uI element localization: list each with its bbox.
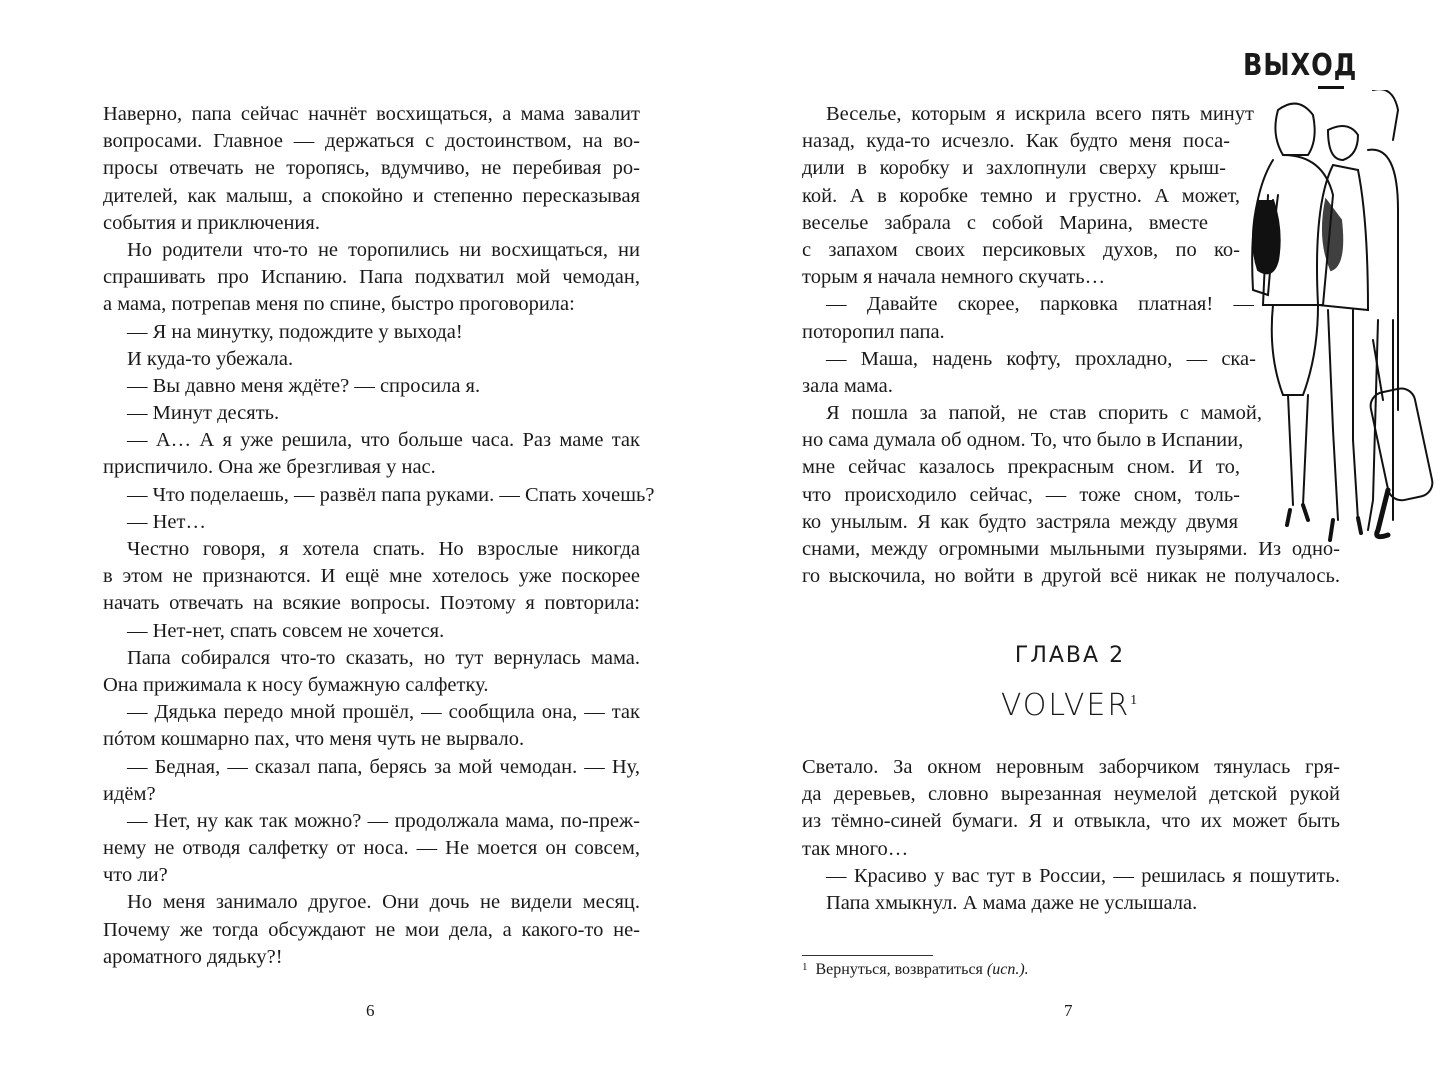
text-line: Веселье, которым я искрила всего пять минут (826, 103, 1254, 125)
text-line: — Нет, ну как так можно? — продолжала мама, по-преж- (127, 809, 640, 832)
footnote-mark: 1 (802, 961, 808, 973)
text-line: Почему же тогда обсуждают не мои дела, а какого-то не- (103, 918, 640, 941)
text-line: — Минут десять. (127, 402, 280, 425)
text-line: Но родители что-то не торопились ни восхищаться, ни (127, 238, 640, 261)
text-line: Я пошла за папой, не став спорить с мамой, (826, 402, 1262, 425)
text-line: И куда-то убежала. (127, 347, 294, 370)
exit-sign-lettering: ВЫХОД (1243, 48, 1358, 83)
page-number-right: 7 (1064, 1001, 1073, 1020)
text-line: а мама, потрепав меня по спине, быстро проговорила: (103, 293, 575, 316)
text-line: спрашивать про Испанию. Папа подхватил мой чемодан, (103, 266, 640, 289)
text-line: — А… А я уже решила, что больше часа. Раз маме так (127, 429, 640, 452)
text-line: кой. А в коробке темно и грустно. А может, (802, 184, 1240, 207)
footnote-reference: 1 (1130, 693, 1140, 708)
chapter-label: ГЛАВА 2 (1014, 643, 1126, 668)
footnote-language: (исп.). (986, 961, 1029, 978)
text-line: ко унылым. Я как будто застряла между двумя (802, 510, 1238, 533)
text-line: что происходило сейчас, — тоже сном, толь- (802, 483, 1240, 506)
chapter-title (0, 688, 1441, 723)
text-line: — Давайте скорее, парковка платная! — (826, 293, 1254, 316)
text-line: да деревьев, словно вырезанная неумелой детской рукой (802, 783, 1340, 806)
text-line: приспичило. Она же брезгливая у нас. (103, 456, 436, 479)
text-line: — Бедная, — сказал папа, берясь за мой чемодан. — Ну, (127, 755, 640, 778)
text-line: что ли? (103, 864, 168, 887)
text-line: дителей, как малыш, а спокойно и степенно пересказывая (103, 184, 640, 207)
text-line: ароматного дядьку?! (103, 945, 283, 968)
text-line: зала мама. (802, 374, 893, 397)
text-line: Папа собирался что-то сказать, но тут вернулась мама. (127, 646, 640, 669)
text-line: Она прижимала к носу бумажную салфетку. (103, 673, 489, 696)
page-number-left: 6 (366, 1001, 375, 1020)
text-line: — Нет-нет, спать совсем не хочется. (127, 619, 445, 642)
text-line: события и приключения. (103, 211, 320, 234)
footnote-divider (802, 955, 933, 956)
text-line: идём? (103, 782, 156, 805)
text-line: — Что поделаешь, — развёл папа руками. — Спать хочешь? (127, 483, 655, 506)
chapter-title-text: VOLVER (1000, 688, 1131, 723)
walking-family-illustration (1228, 90, 1438, 610)
text-line: торым я начала немного скучать… (802, 266, 1106, 289)
text-line: пóтом кошмарно пах, что меня чуть не вырвало. (103, 728, 525, 751)
text-line: веселье забрала с собой Марина, вместе (802, 211, 1208, 234)
text-line: Но меня занимало другое. Они дочь не видели месяц. (127, 891, 640, 914)
text-line: дили в коробку и захлопнули сверху крыш- (802, 157, 1226, 180)
text-line: в этом не признаются. И ещё мне хотелось уже поскорее (103, 565, 640, 588)
text-line: снами, между огромными мыльными пузырями. Из одно- (802, 538, 1340, 560)
exit-sign-underline (1318, 86, 1344, 89)
text-line: так много… (802, 837, 909, 860)
text-line: просы отвечать не торопясь, вдумчиво, не перебивая ро- (103, 157, 640, 180)
text-line: — Дядька передо мной прошёл, — сообщила она, — так (127, 701, 640, 724)
text-line: — Вы давно меня ждёте? — спросила я. (127, 374, 481, 397)
text-line: Наверно, папа сейчас начнёт восхищаться, а мама завалит (103, 103, 640, 125)
text-line: но сама думала об одном. То, что было в Испании, (802, 429, 1244, 452)
text-line: — Я на минутку, подождите у выхода! (127, 320, 463, 343)
text-line: нему не отводя салфетку от носа. — Не моется он совсем, (103, 837, 640, 860)
text-line: — Красиво у вас тут в России, — решилась я пошутить. (826, 864, 1340, 887)
text-line: Папа хмыкнул. А мама даже не услышала. (826, 891, 1198, 914)
chapter-text (802, 754, 1340, 917)
text-line: поторопил папа. (802, 320, 945, 343)
footnote-text: Вернуться, возвратиться (815, 961, 983, 978)
text-line: Честно говоря, я хотела спать. Но взрослые никогда (127, 538, 640, 560)
text-line: начать отвечать на всякие вопросы. Поэтому я повторила: (103, 592, 640, 615)
text-line: мне сейчас казалось прекрасным сном. И то, (802, 456, 1240, 479)
footnote (802, 961, 1029, 979)
text-line: из тёмно-синей бумаги. Я и отвыкла, что их может быть (802, 810, 1340, 833)
text-line: Светало. За окном неровным заборчиком тянулась гря- (802, 756, 1340, 778)
text-line: назад, куда-то исчезло. Как будто меня поса- (802, 130, 1230, 153)
text-line: с запахом своих персиковых духов, по ко- (802, 238, 1240, 261)
text-line: — Нет… (127, 510, 206, 533)
left-page-text (103, 101, 655, 971)
text-line: вопросами. Главное — держаться с достоинством, на во- (103, 130, 640, 153)
text-line: го выскочила, но войти в другой всё никак не получалось. (802, 565, 1340, 588)
text-line: — Маша, надень кофту, прохладно, — ска- (826, 347, 1256, 370)
